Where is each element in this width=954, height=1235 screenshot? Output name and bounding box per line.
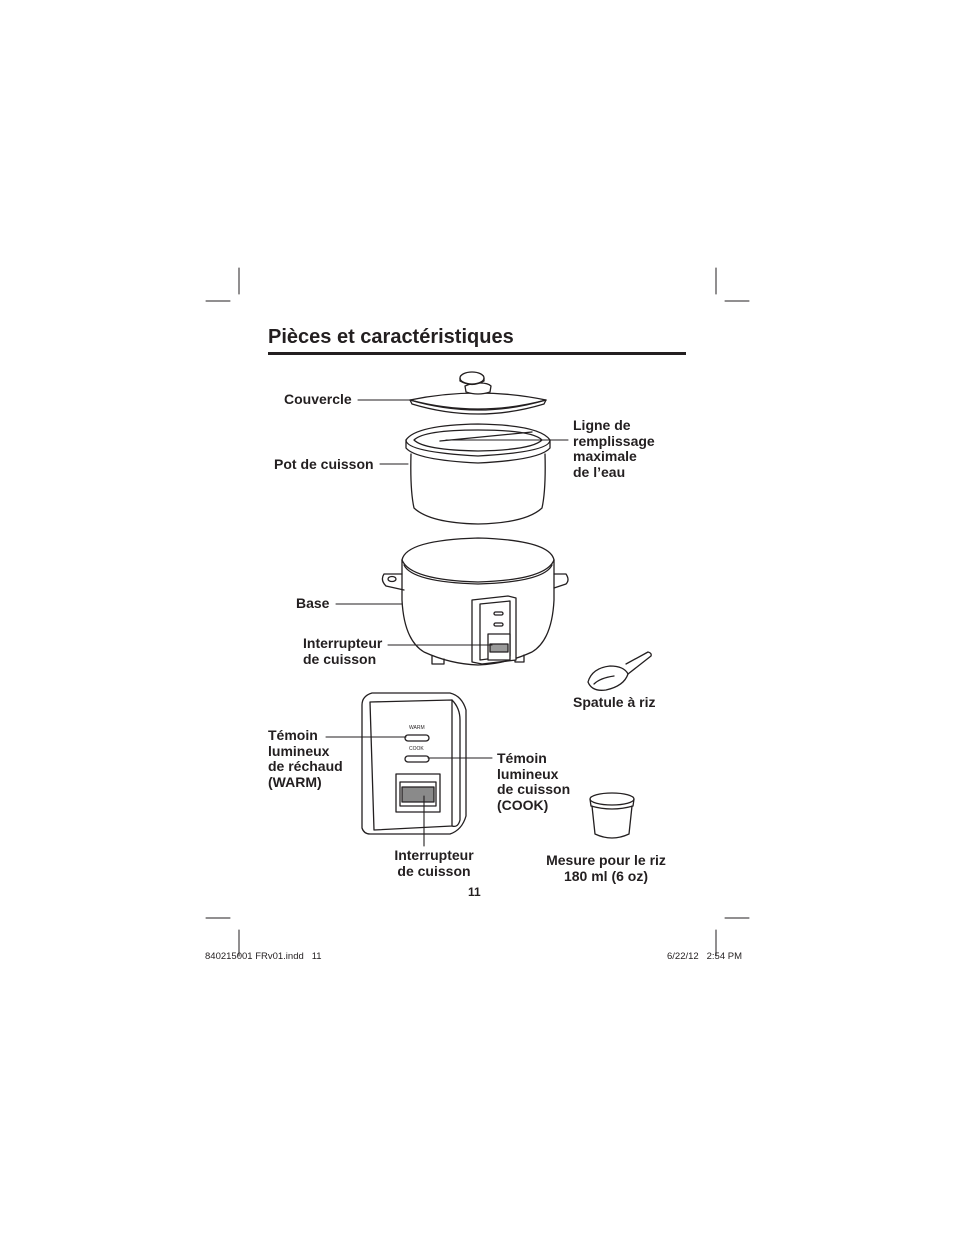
pot-drawing bbox=[406, 424, 550, 524]
label-base: Base bbox=[296, 595, 330, 611]
panel-warm-text: WARM bbox=[409, 725, 425, 731]
label-max-fill-line: Ligne de remplissage maximale de l’eau bbox=[573, 417, 655, 480]
label-rice-spatula: Spatule à riz bbox=[573, 694, 656, 710]
lid-drawing bbox=[410, 372, 546, 414]
title-rule bbox=[268, 352, 686, 355]
base-drawing bbox=[382, 538, 568, 665]
page-number: 11 bbox=[468, 885, 481, 899]
label-cooking-pot: Pot de cuisson bbox=[274, 456, 374, 472]
label-cook-switch-bottom: Interrupteur de cuisson bbox=[394, 847, 474, 879]
label-cook-light: Témoin lumineux de cuisson (COOK) bbox=[497, 750, 571, 813]
measuring-cup-drawing bbox=[590, 793, 634, 838]
control-panel-drawing bbox=[362, 693, 466, 834]
page-title: Pièces et caractéristiques bbox=[268, 326, 514, 348]
label-lid: Couvercle bbox=[284, 391, 352, 407]
label-measuring-cup: Mesure pour le riz 180 ml (6 oz) bbox=[546, 852, 666, 884]
label-cook-switch-top: Interrupteur de cuisson bbox=[303, 635, 383, 667]
panel-cook-text: COOK bbox=[409, 746, 424, 752]
label-warm-light: Témoin lumineux de réchaud (WARM) bbox=[268, 727, 343, 790]
footer-date: 6/22/12 2:54 PM bbox=[667, 951, 742, 962]
spatula-drawing bbox=[588, 652, 651, 690]
footer-file: 840215001 FRv01.indd 11 bbox=[205, 951, 322, 962]
